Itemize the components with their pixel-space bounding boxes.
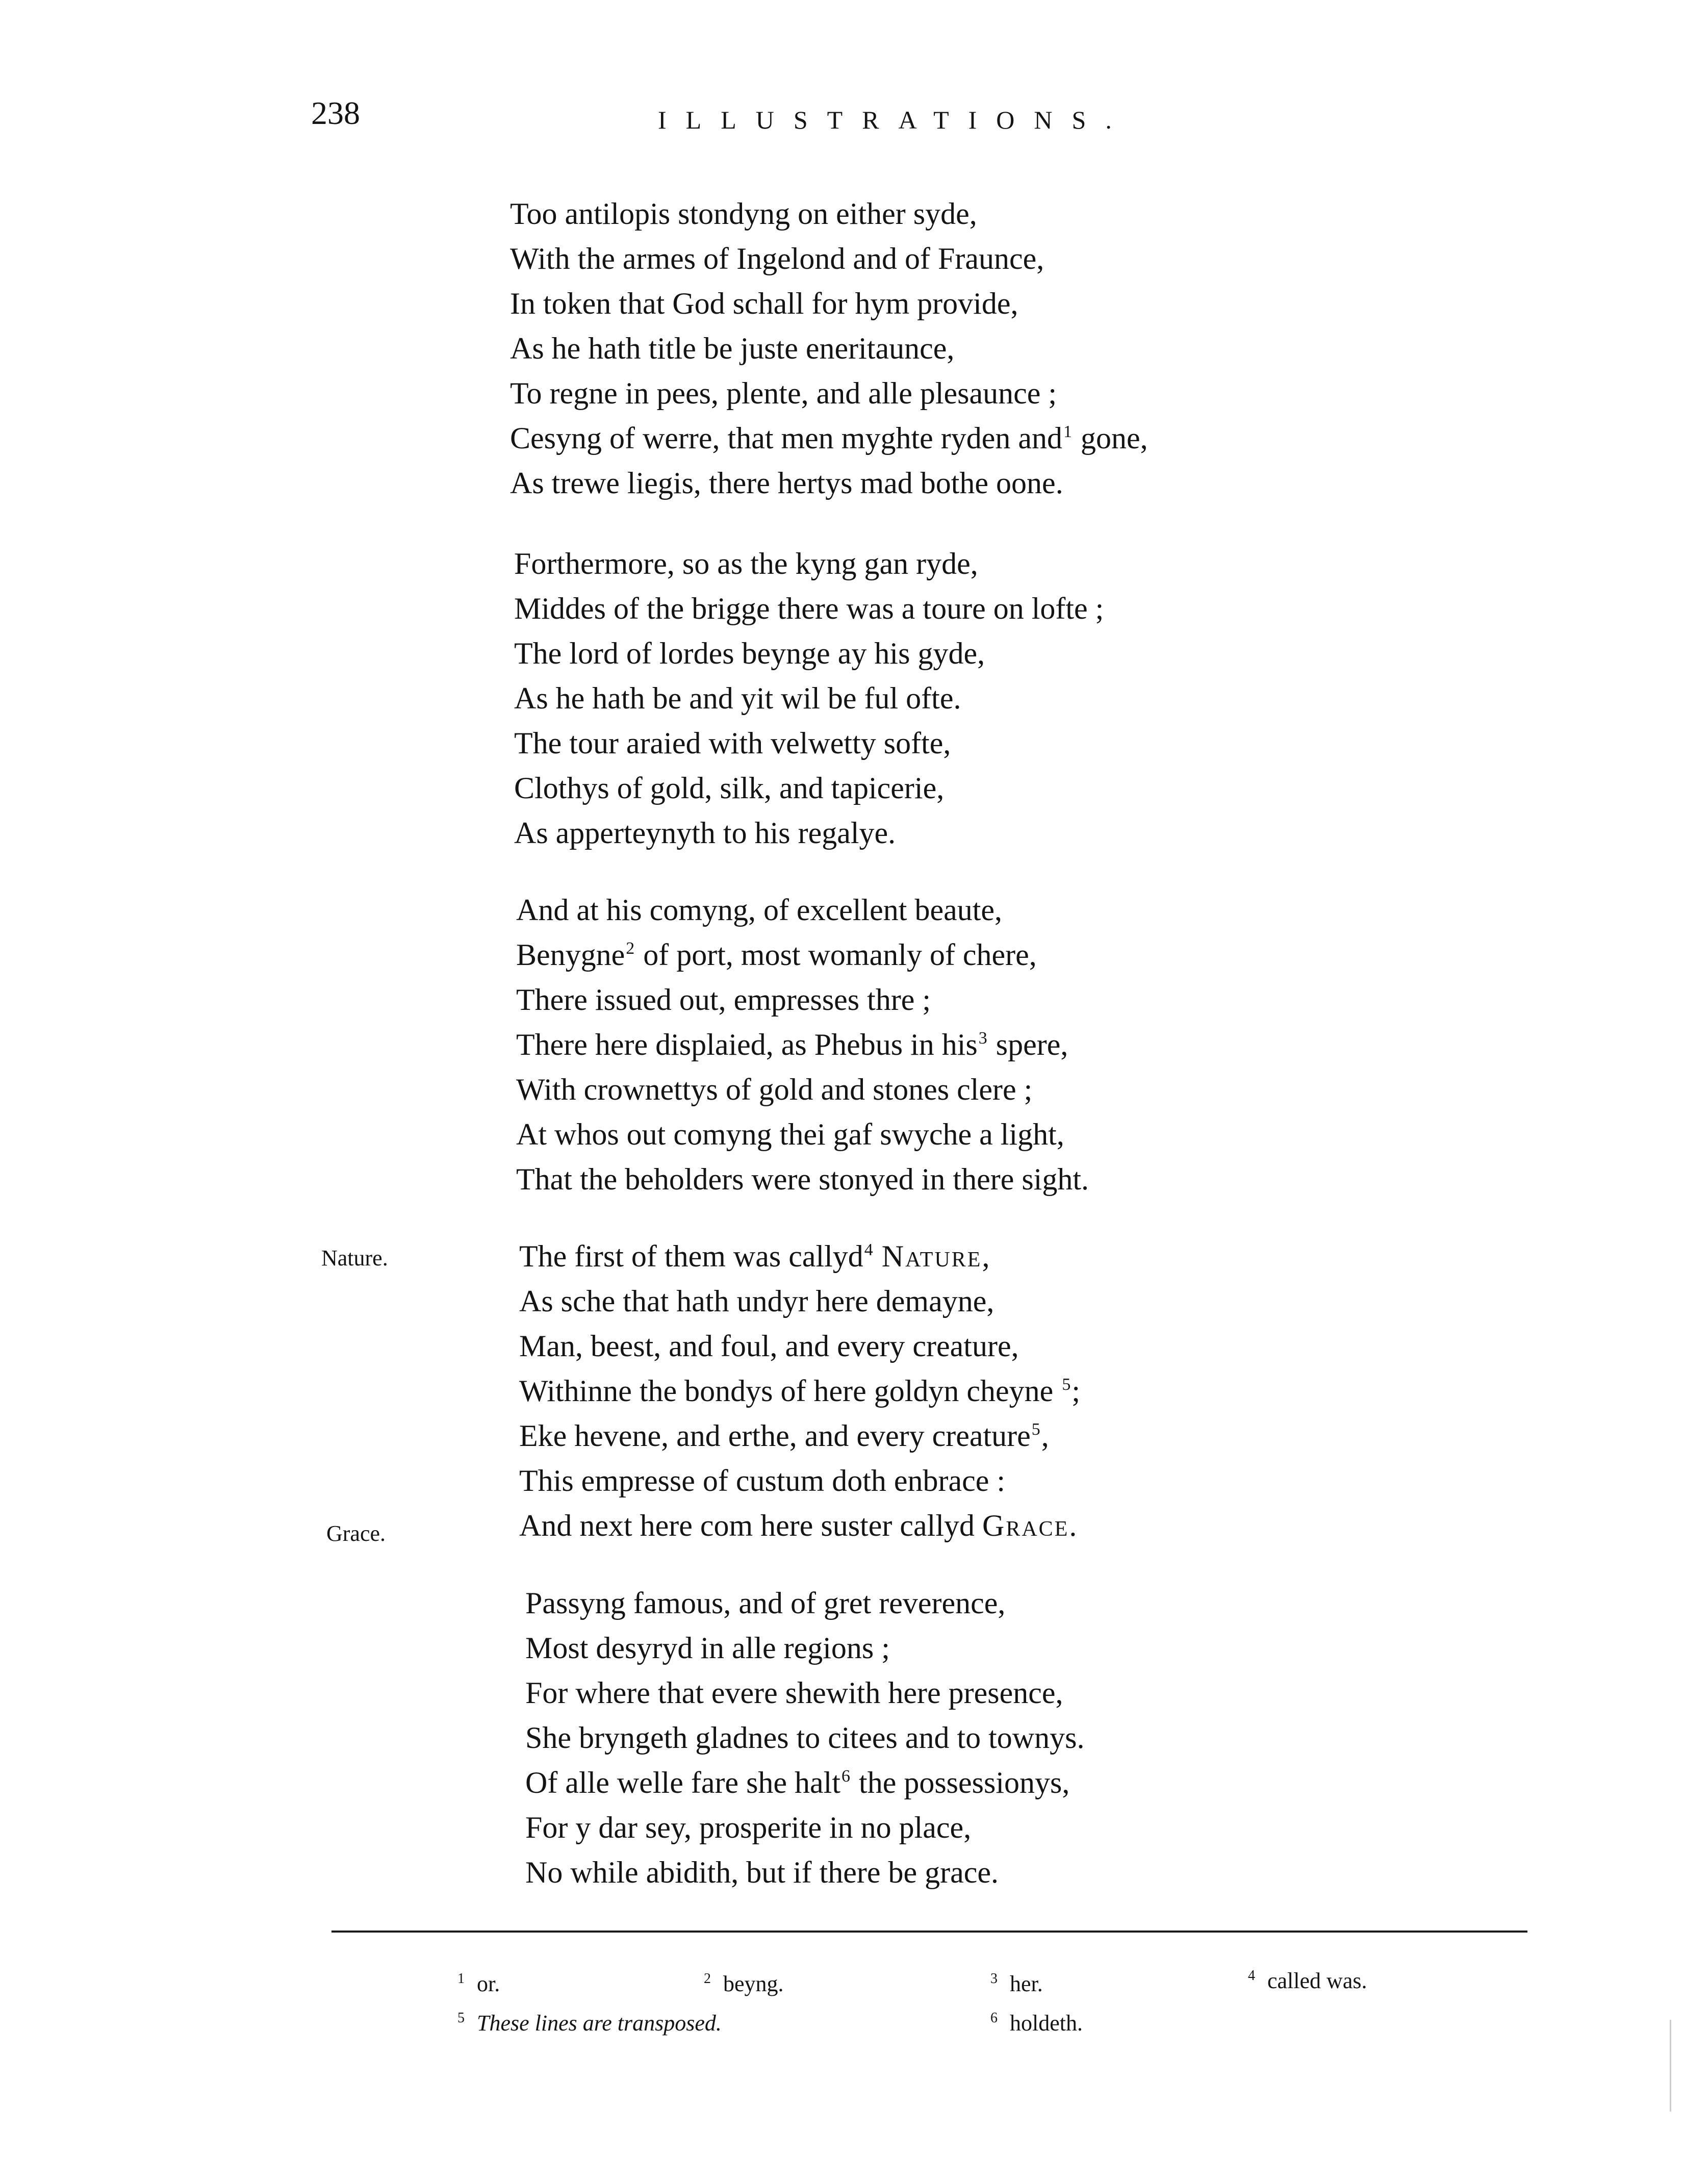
- footnote-marker: 5: [1031, 1420, 1040, 1439]
- verse-line: [516, 1022, 1089, 1067]
- margin-note-grace: Grace.: [326, 1521, 386, 1546]
- verse-line: No while abidith, but if there be grace.: [525, 1856, 999, 1889]
- verse-text: ;: [1071, 1374, 1080, 1408]
- verse-line: Too antilopis stondyng on either syde,: [510, 197, 977, 231]
- footnote-marker: 1: [1063, 422, 1073, 441]
- verse-line: [519, 1503, 1080, 1548]
- footnote-2: [703, 1973, 784, 1995]
- footnote-text: called was.: [1267, 1968, 1367, 1993]
- verse-line: Most desyryd in alle regions ;: [525, 1631, 890, 1665]
- footnote-text: her.: [1010, 1971, 1043, 1996]
- footnote-text: These lines are transposed.: [477, 2011, 722, 2036]
- verse-text: Cesyng of werre, that men myghte ryden and: [510, 421, 1063, 455]
- verse-text: gone,: [1081, 421, 1148, 455]
- footnote-3: [989, 1973, 1043, 1995]
- verse-line: For y dar sey, prosperite in no place,: [525, 1811, 972, 1844]
- verse-line: As sche that hath undyr here demayne,: [519, 1284, 994, 1318]
- verse-line: [516, 932, 1089, 977]
- footnote-5: [456, 2012, 722, 2035]
- footnote-marker: 1: [457, 1971, 465, 1987]
- page-edge-line: [1670, 2020, 1671, 2112]
- verse-line: Forthermore, so as the kyng gan ryde,: [514, 547, 978, 580]
- verse-line: [519, 1368, 1080, 1413]
- verse-line: She bryngeth gladnes to citees and to townys.: [525, 1721, 1085, 1755]
- verse-line: With crownettys of gold and stones clere ;: [516, 1073, 1033, 1106]
- verse-line: This empresse of custum doth enbrace :: [519, 1464, 1006, 1497]
- verse-line: Passyng famous, and of gret reverence,: [525, 1586, 1006, 1620]
- verse-line: The tour araied with velwetty softe,: [514, 726, 951, 760]
- verse-line: And at his comyng, of excellent beaute,: [516, 893, 1003, 927]
- verse-line: For where that evere shewith here presence,: [525, 1676, 1063, 1710]
- verse-line: The lord of lordes beynge ay his gyde,: [514, 637, 985, 670]
- verse-text: ,: [1041, 1419, 1049, 1453]
- verse-line: As he hath be and yit wil be ful ofte.: [514, 681, 961, 715]
- footnote-marker: 3: [990, 1971, 998, 1987]
- verse-line: Clothys of gold, silk, and tapicerie,: [514, 771, 945, 805]
- footnote-4: [1247, 1970, 1367, 1992]
- verse-line: [525, 1760, 1084, 1805]
- verse-text: Eke hevene, and erthe, and every creature: [519, 1419, 1031, 1453]
- footnote-marker: 4: [864, 1240, 873, 1259]
- footnote-marker: 5: [1062, 1375, 1071, 1394]
- verse-line: That the beholders were stonyed in there sight.: [516, 1162, 1089, 1196]
- empress-name-grace: Grace.: [982, 1509, 1079, 1542]
- verse-text: spere,: [996, 1028, 1068, 1061]
- stanza-3: [516, 887, 1089, 1202]
- footnote-text: beyng.: [723, 1971, 784, 1996]
- stanza-1: [510, 191, 1148, 505]
- verse-line: [519, 1413, 1080, 1458]
- stanza-2: [514, 541, 1104, 855]
- footnote-6: [989, 2012, 1083, 2035]
- verse-line: [519, 1234, 1080, 1279]
- margin-note-nature: Nature.: [321, 1246, 388, 1271]
- verse-text: There here displaied, as Phebus in his: [516, 1028, 978, 1061]
- verse-text: And next here com here suster callyd: [519, 1509, 975, 1542]
- verse-line: With the armes of Ingelond and of Fraunce,: [510, 242, 1044, 275]
- verse-line: Middes of the brigge there was a toure on lofte ;: [514, 592, 1104, 625]
- verse-text: Benygne: [516, 938, 625, 972]
- footnote-text: holdeth.: [1010, 2011, 1083, 2036]
- footnote-marker: 6: [990, 2010, 998, 2026]
- verse-line: As apperteynyth to his regalye.: [514, 816, 896, 850]
- footnote-marker: 2: [704, 1971, 711, 1987]
- stanza-5: [525, 1581, 1084, 1895]
- footnote-marker: 6: [841, 1767, 851, 1786]
- verse-line: Man, beest, and foul, and every creature,: [519, 1329, 1019, 1363]
- verse-line: In token that God schall for hym provide,: [510, 287, 1018, 320]
- verse-line: As he hath title be juste eneritaunce,: [510, 332, 955, 365]
- page-number: 238: [311, 95, 360, 131]
- verse-text: the possessionys,: [859, 1766, 1070, 1799]
- verse-line: [510, 416, 1148, 461]
- running-header-title: ILLUSTRATIONS.: [658, 106, 1131, 134]
- verse-text: The first of them was callyd: [519, 1239, 863, 1273]
- verse-line: There issued out, empresses thre ;: [516, 983, 931, 1017]
- footnote-marker: 2: [626, 939, 635, 958]
- verse-text: Withinne the bondys of here goldyn cheyne: [519, 1374, 1054, 1408]
- footnote-text: or.: [477, 1971, 500, 1996]
- footnote-marker: 4: [1248, 1968, 1255, 1984]
- verse-line: At whos out comyng thei gaf swyche a light,: [516, 1118, 1064, 1151]
- footnote-1: [456, 1973, 500, 1995]
- footnote-divider: [331, 1931, 1527, 1933]
- verse-text: of port, most womanly of chere,: [643, 938, 1037, 972]
- verse-line: To regne in pees, plente, and alle plesaunce ;: [510, 376, 1057, 410]
- verse-text: Of alle welle fare she halt: [525, 1766, 841, 1799]
- empress-name-nature: Nature,: [881, 1239, 991, 1273]
- footnote-marker: 5: [457, 2010, 465, 2026]
- footnote-marker: 3: [978, 1029, 987, 1048]
- verse-line: As trewe liegis, there hertys mad bothe oone.: [510, 466, 1063, 500]
- stanza-4: [519, 1234, 1080, 1548]
